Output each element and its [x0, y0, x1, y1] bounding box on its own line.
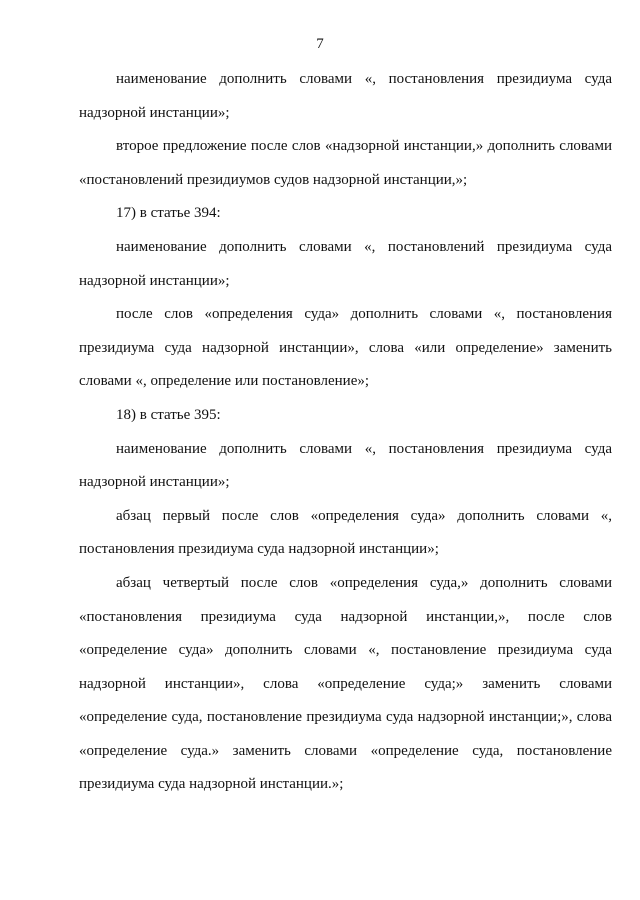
article-395-heading: 18) в статье 395:: [116, 406, 221, 423]
paragraph-8: абзац первый после слов «определения суда» дополнить словами «, постановления президиума суда надзорной инстанции»;: [79, 507, 612, 558]
paragraph-2: второе предложение после слов «надзорной инстанции,» дополнить словами «постановлений президиумов судов надзорной инстанции,»;: [79, 138, 612, 188]
article-394-heading: 17) в статье 394:: [116, 205, 221, 222]
document-body: [79, 63, 612, 802]
page-number: 7: [316, 36, 324, 52]
paragraph-4: наименование дополнить словами «, постановлений президиума суда надзорной инстанции»;: [79, 238, 612, 289]
paragraph-9: абзац четвертый после слов «определения суда,» дополнить словами «постановления президиума суда надзорной инстанции,», после слов «определение суда» дополнить словами «, постановление президиума суда надзорной инстанции», слова «определение суда;» заменить словами «определение суда, постановление президиума суда надзорной инстанции;», слова «определение суда.» заменить словами «определение суда, постановление президиума суда надзорной инстанции.»;: [79, 574, 612, 793]
paragraph-5: после слов «определения суда» дополнить словами «, постановления президиума суда надзорной инстанции», слова «или определение» заменить словами «, определение или постановление»;: [79, 306, 612, 390]
paragraph-7: наименование дополнить словами «, постановления президиума суда надзорной инстанции»;: [79, 440, 612, 491]
paragraph-1: наименование дополнить словами «, постановления президиума суда надзорной инстанции»;: [79, 71, 612, 121]
